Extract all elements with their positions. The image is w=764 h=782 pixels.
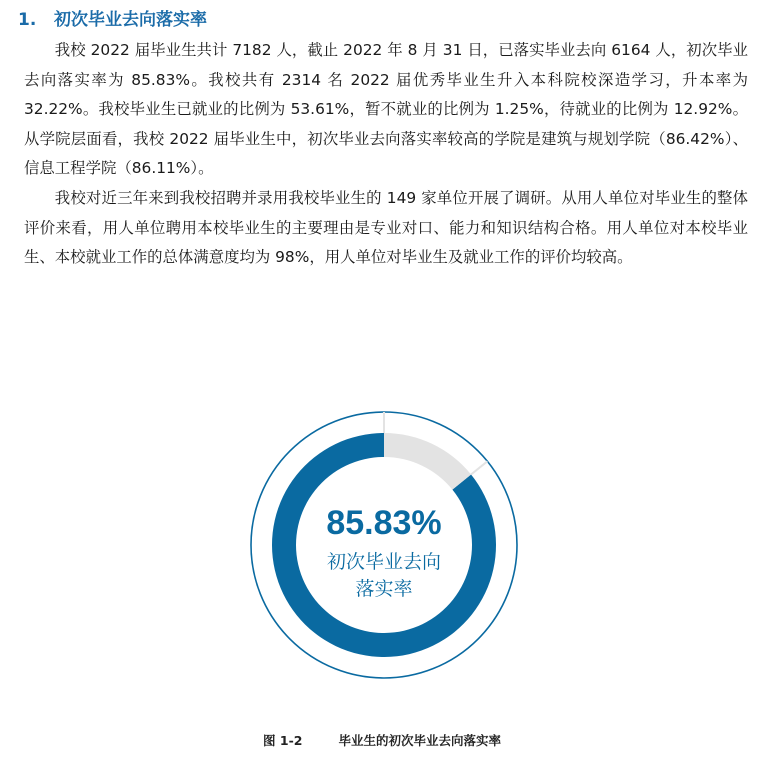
donut-chart-svg xyxy=(249,410,519,680)
paragraph-graduates-summary: 我校 2022 届毕业生共计 7182 人，截止 2022 年 8 月 31 日，已落实毕业去向 6164 人，初次毕业去向落实率为 85.83%。我校共有 2314 名 2022 届优秀毕业生升入本科院校深造学习，升本率为 32.22%。我校毕业生已就业的比例为 53.61%，暂不就业的比例为 1.25%，待就业的比例为 12.92%。从学院层面看，我校 2022 届毕业生中，初次毕业去向落实率较高的学院是建筑与规划学院（86.42%）、信息工程学院（86.11%）。 xyxy=(24,41,748,178)
paragraph-employer-survey: 我校对近三年来到我校招聘并录用我校毕业生的 149 家单位开展了调研。从用人单位对毕业生的整体评价来看，用人单位聘用本校毕业生的主要理由是专业对口、能力和知识结构合格。用人单位对本校毕业生、本校就业工作的总体满意度均为 98%，用人单位对毕业生及就业工作的评价均较高。 xyxy=(24,188,748,267)
figure-title: 毕业生的初次毕业去向落实率 xyxy=(338,733,501,748)
center-label-line1: 初次毕业去向 xyxy=(326,551,442,573)
wedge-line-2 xyxy=(471,461,487,474)
figure-number: 图 1-2 xyxy=(263,733,303,748)
donut-chart xyxy=(249,410,519,680)
body-text xyxy=(24,36,748,273)
figure-caption xyxy=(0,731,764,749)
donut-segment-remainder xyxy=(384,433,471,490)
section-number: 1. xyxy=(18,10,37,30)
section-title: 初次毕业去向落实率 xyxy=(54,10,207,30)
section-heading xyxy=(18,8,207,32)
center-label-line2: 落实率 xyxy=(355,578,413,600)
center-value: 85.83% xyxy=(326,504,442,542)
